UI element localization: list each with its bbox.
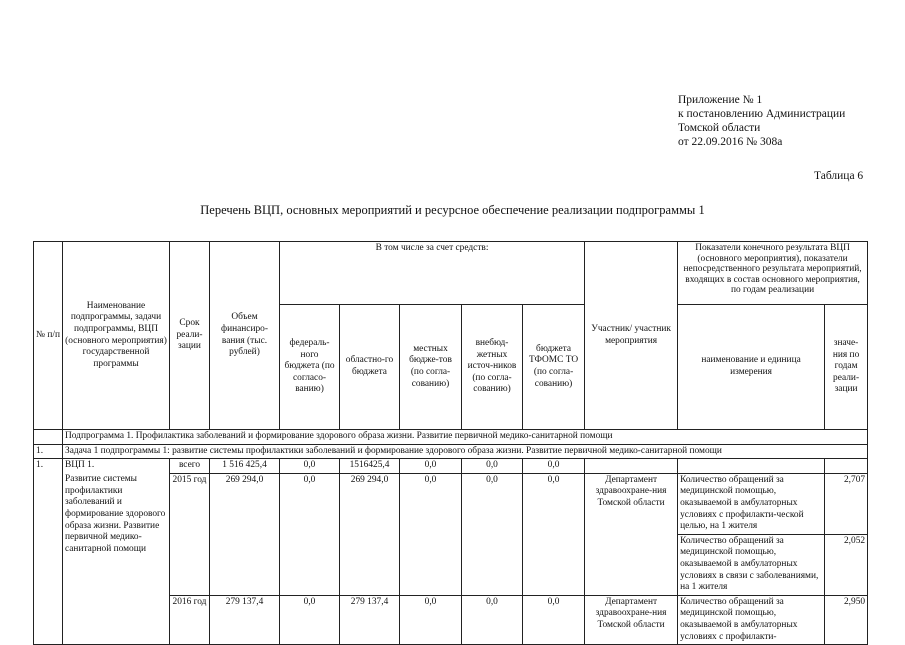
total-term: всего (170, 459, 210, 474)
y2016-regional: 279 137,4 (340, 595, 400, 644)
y2015-indicator-2-name: Количество обращений за медицинской помощью, оказываемой в амбулаторных условиях в связи с заболеваниями, на 1 жителя (678, 534, 825, 595)
subprogram-num (34, 430, 63, 445)
header-federal: федераль-ного бюджета (по согласо-ванию) (280, 305, 340, 430)
vcp-num: 1. (34, 459, 63, 645)
y2015-tfoms: 0,0 (523, 473, 585, 595)
appendix-line-1: Приложение № 1 (678, 94, 763, 106)
y2015-indicator-1-name: Количество обращений за медицинской помощью, оказываемой в амбулаторных условиях с профилакти-ческой целью, на 1 жителя (678, 473, 825, 534)
header-name: Наименование подпрограммы, задачи подпрограммы, ВЦП (основного мероприятия) государственной программы (63, 242, 170, 430)
header-ind-name: наименование и единица измерения (678, 305, 825, 430)
total-tfoms: 0,0 (523, 459, 585, 474)
header-ind-value: значе-ния по годам реали-зации (825, 305, 868, 430)
header-local: местных бюдже-тов (по согла-сованию) (400, 305, 462, 430)
task-title: Задача 1 подпрограммы 1: развитие системы профилактики заболеваний и формирование здорового образа жизни. Развитие первичной медико-санитарной помощи (63, 444, 868, 459)
y2015-volume: 269 294,0 (210, 473, 280, 595)
y2015-term: 2015 год (170, 473, 210, 595)
appendix-line-4: от 22.09.2016 № 308а (678, 136, 783, 148)
subprogram-title: Подпрограмма 1. Профилактика заболеваний и формирование здорового образа жизни. Развитие первичной медико-санитарной помощи (63, 430, 868, 445)
appendix-line-2: к постановлению Администрации (678, 108, 846, 120)
y2016-volume: 279 137,4 (210, 595, 280, 644)
y2016-local: 0,0 (400, 595, 462, 644)
task-num: 1. (34, 444, 63, 459)
y2015-indicator-2-value: 2,052 (825, 534, 868, 595)
appendix-block (678, 93, 845, 149)
page-title: Перечень ВЦП, основных мероприятий и ресурсное обеспечение реализации подпрограммы 1 (200, 203, 705, 217)
subprogram-row (34, 430, 868, 445)
header-regional: областно-го бюджета (340, 305, 400, 430)
program-table (33, 241, 868, 645)
header-volume: Объем финансиро-вания (тыс. рублей) (210, 242, 280, 430)
header-extra: внебюд-жетных источ-ников (по согла-сованию) (462, 305, 523, 430)
task-row (34, 444, 868, 459)
y2015-regional: 269 294,0 (340, 473, 400, 595)
y2016-term: 2016 год (170, 595, 210, 644)
y2015-indicator-1-value: 2,707 (825, 473, 868, 534)
total-participant (585, 459, 678, 474)
y2015-extra: 0,0 (462, 473, 523, 595)
total-ind-value (825, 459, 868, 474)
vcp-description: Развитие системы профилактики заболеваний и формирование здорового образа жизни. Развитие первичной медико-санитарной помощи (63, 473, 170, 644)
y2016-indicator-1-value: 2,950 (825, 595, 868, 644)
y2016-federal: 0,0 (280, 595, 340, 644)
header-num: № п/п (34, 242, 63, 430)
total-local: 0,0 (400, 459, 462, 474)
y2015-local: 0,0 (400, 473, 462, 595)
header-row-1 (34, 242, 868, 305)
header-indicators: Показатели конечного результата ВЦП (основного мероприятия), показатели непосредственного результата мероприятий, входящих в состав основного мероприятия, по годам реализации (678, 242, 868, 305)
header-incl: В том числе за счет средств: (280, 242, 585, 305)
header-participant: Участник/ участник мероприятия (585, 242, 678, 430)
vcp-total-row (34, 459, 868, 474)
total-federal: 0,0 (280, 459, 340, 474)
vcp-title: ВЦП 1. (63, 459, 170, 474)
total-ind-name (678, 459, 825, 474)
y2015-participant: Департамент здравоохране-ния Томской области (585, 473, 678, 595)
y2015-federal: 0,0 (280, 473, 340, 595)
y2016-tfoms: 0,0 (523, 595, 585, 644)
y2016-extra: 0,0 (462, 595, 523, 644)
total-extra: 0,0 (462, 459, 523, 474)
table-label: Таблица 6 (814, 170, 864, 182)
appendix-line-3: Томской области (678, 122, 761, 134)
total-regional: 1516425,4 (340, 459, 400, 474)
y2016-indicator-1-name: Количество обращений за медицинской помощью, оказываемой в амбулаторных условиях с профилакти- (678, 595, 825, 644)
total-volume: 1 516 425,4 (210, 459, 280, 474)
header-term: Срок реали-зации (170, 242, 210, 430)
year-2015-row (34, 473, 868, 534)
header-tfoms: бюджета ТФОМС ТО (по согла-сованию) (523, 305, 585, 430)
y2016-participant: Департамент здравоохране-ния Томской области (585, 595, 678, 644)
